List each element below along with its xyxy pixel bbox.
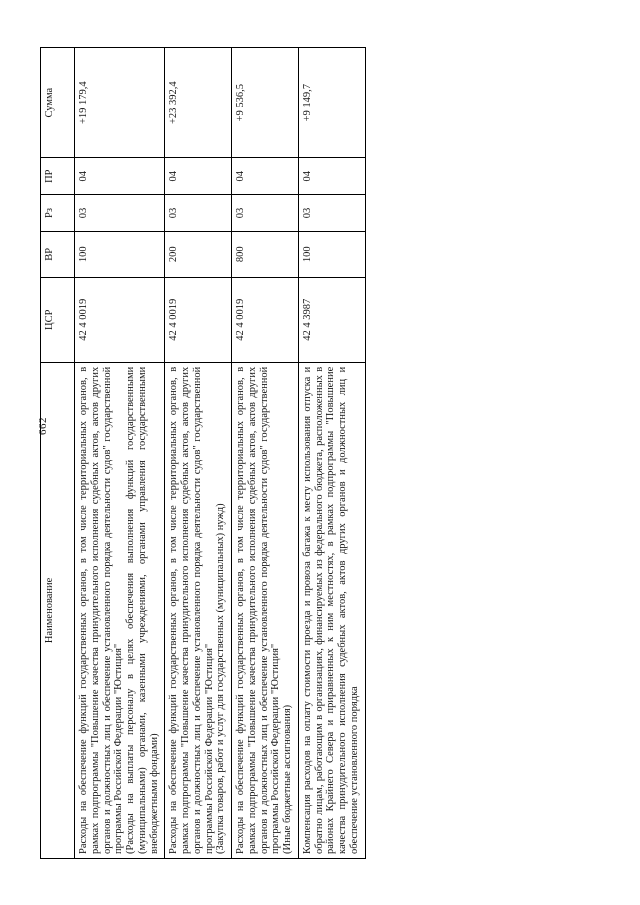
table-row (232, 47, 299, 858)
table-row (298, 47, 365, 858)
column-header-csr: ЦСР (41, 277, 75, 362)
row-name-sub: (Закупка товаров, работ и услуг для государственных (муниципальных) нужд) (215, 502, 227, 854)
row-pr-cell: 04 (298, 157, 365, 194)
column-header-pr: ПР (41, 157, 75, 194)
column-header-sum: Сумма (41, 47, 75, 157)
row-vr-cell: 800 (232, 231, 299, 277)
row-rz-cell: 03 (75, 194, 165, 231)
row-pr-cell: 04 (165, 157, 232, 194)
row-name-sub: (Иные бюджетные ассигнования) (282, 704, 293, 854)
row-name-main: Расходы на обеспечение функций государственных органов, в том числе территориальных органов, в рамках подпрограммы "Повышение качества принудительного исполнения судебных актов, актов других органов и должностных лиц и обеспечение установленного порядка деятельности судов" государственной программы Российской Федерации "Юстиция" (168, 366, 215, 854)
budget-table (40, 47, 366, 859)
row-pr-cell: 04 (232, 157, 299, 194)
row-name-cell (165, 362, 232, 858)
row-vr-cell: 200 (165, 231, 232, 277)
row-rz-cell: 03 (298, 194, 365, 231)
table-header-row (41, 47, 75, 858)
row-sum-cell: +9 536,5 (232, 47, 299, 157)
row-csr-cell: 42 4 3987 (298, 277, 365, 362)
table-row (165, 47, 232, 858)
table-row (75, 47, 165, 858)
row-name-main: Расходы на обеспечение функций государственных органов, в том числе территориальных органов, в рамках подпрограммы "Повышение качества принудительного исполнения судебных актов, актов других органов и должностных лиц и обеспечение установленного порядка деятельности судов" государственной программы Российской Федерации "Юстиция" (235, 366, 282, 854)
row-csr-cell: 42 4 0019 (75, 277, 165, 362)
row-rz-cell: 03 (232, 194, 299, 231)
row-sum-cell: +9 149,7 (298, 47, 365, 157)
row-sum-cell: +23 392,4 (165, 47, 232, 157)
row-name-sub: (Расходы на выплаты персоналу в целях обеспечения выполнения функций государственными (муниципальными) органами, казенными учреждениями, органами управления государственными внебюджетными фондами) (125, 366, 160, 854)
row-name-cell (298, 362, 365, 858)
column-header-name: Наименование (41, 362, 75, 858)
page-number: 662 (37, 417, 49, 435)
row-sum-cell: +19 179,4 (75, 47, 165, 157)
rotated-table-container (40, 38, 600, 868)
row-rz-cell: 03 (165, 194, 232, 231)
table-body (75, 47, 366, 858)
row-csr-cell: 42 4 0019 (232, 277, 299, 362)
row-vr-cell: 100 (298, 231, 365, 277)
row-csr-cell: 42 4 0019 (165, 277, 232, 362)
row-pr-cell: 04 (75, 157, 165, 194)
column-header-rz: Рз (41, 194, 75, 231)
row-name-main: Компенсация расходов на оплату стоимости проезда и провоза багажа к месту использования отпуска и обратно лицам, работающим в организациях, финансируемых из федерального бюджета, расположенных в районах Крайнего Севера и приравненных к ним местностях, в рамках подпрограммы "Повышение качества принудительного исполнения судебных актов, актов других органов и должностных лиц и обеспечение установленного порядка (301, 366, 360, 854)
row-name-cell (75, 362, 165, 858)
column-header-vr: ВР (41, 231, 75, 277)
row-name-cell (232, 362, 299, 858)
row-vr-cell: 100 (75, 231, 165, 277)
row-name-main: Расходы на обеспечение функций государственных органов, в том числе территориальных органов, в рамках подпрограммы "Повышение качества принудительного исполнения судебных актов, актов других органов и должностных лиц и обеспечение установленного порядка деятельности судов" государственной программы Российской Федерации "Юстиция" (78, 366, 125, 854)
